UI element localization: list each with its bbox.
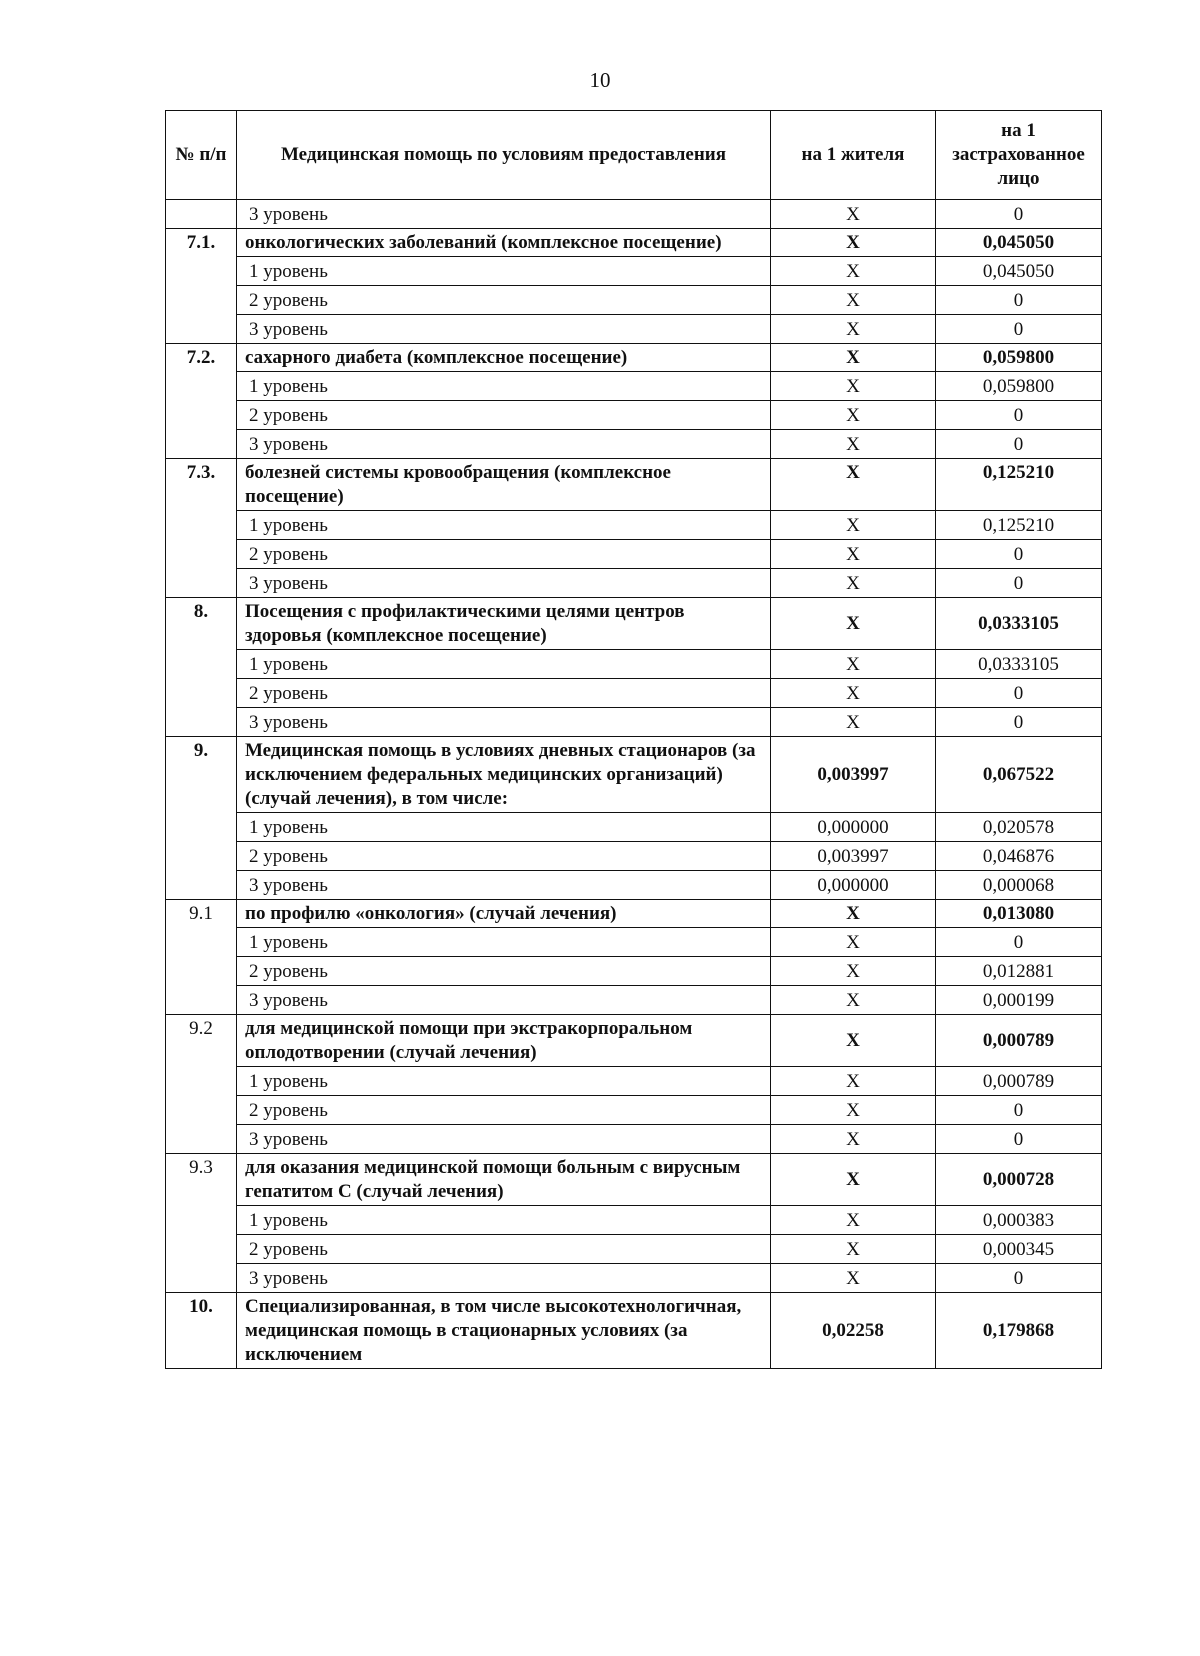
row-per-insured: 0,059800 [936, 372, 1102, 401]
row-per-insured: 0 [936, 569, 1102, 598]
row-per-resident: Х [771, 344, 936, 372]
row-description: 3 уровень [237, 986, 771, 1015]
row-per-insured: 0,012881 [936, 957, 1102, 986]
row-per-insured: 0,0333105 [936, 598, 1102, 650]
row-description: для медицинской помощи при экстракорпоральном оплодотворении (случай лечения) [237, 1015, 771, 1067]
row-description: 2 уровень [237, 286, 771, 315]
row-description: 3 уровень [237, 708, 771, 737]
header-per-resident: на 1 жителя [771, 111, 936, 200]
row-per-resident: 0,003997 [771, 842, 936, 871]
row-per-insured: 0,045050 [936, 229, 1102, 257]
table-row-section [166, 1154, 1102, 1206]
row-number: 7.1. [166, 229, 237, 344]
row-number: 9.2 [166, 1015, 237, 1154]
row-per-insured: 0,020578 [936, 813, 1102, 842]
row-description: 1 уровень [237, 257, 771, 286]
row-number [166, 200, 237, 229]
table-row-level [166, 257, 1102, 286]
row-per-resident: Х [771, 1235, 936, 1264]
table-row-level [166, 957, 1102, 986]
row-description: 1 уровень [237, 1067, 771, 1096]
table-row-level [166, 511, 1102, 540]
row-description: 2 уровень [237, 1096, 771, 1125]
table-row-section [166, 459, 1102, 511]
row-number: 10. [166, 1293, 237, 1369]
row-per-resident: 0,000000 [771, 871, 936, 900]
row-description: 2 уровень [237, 679, 771, 708]
row-per-insured: 0,046876 [936, 842, 1102, 871]
row-per-resident: Х [771, 598, 936, 650]
row-per-resident: Х [771, 430, 936, 459]
row-number: 7.3. [166, 459, 237, 598]
table-header-row [166, 111, 1102, 200]
row-per-insured: 0 [936, 679, 1102, 708]
row-per-resident: Х [771, 928, 936, 957]
row-per-insured: 0 [936, 1096, 1102, 1125]
row-description: 2 уровень [237, 1235, 771, 1264]
table-row-level [166, 401, 1102, 430]
header-num: № п/п [166, 111, 237, 200]
row-per-resident: Х [771, 1015, 936, 1067]
row-description: 2 уровень [237, 540, 771, 569]
row-per-resident: Х [771, 1154, 936, 1206]
page-number: 10 [589, 68, 611, 92]
row-description: Специализированная, в том числе высокотехнологичная, медицинская помощь в стационарных условиях (за исключением [237, 1293, 771, 1369]
row-per-resident: Х [771, 200, 936, 229]
row-description: Посещения с профилактическими целями центров здоровья (комплексное посещение) [237, 598, 771, 650]
row-per-insured: 0 [936, 286, 1102, 315]
table-row-level [166, 372, 1102, 401]
row-description: 1 уровень [237, 511, 771, 540]
row-per-resident: Х [771, 1206, 936, 1235]
row-per-resident: Х [771, 1125, 936, 1154]
table-row-level [166, 540, 1102, 569]
table-row-level [166, 569, 1102, 598]
row-description: 1 уровень [237, 1206, 771, 1235]
row-per-insured: 0,179868 [936, 1293, 1102, 1369]
row-per-resident: Х [771, 315, 936, 344]
row-per-resident: Х [771, 229, 936, 257]
row-description: 2 уровень [237, 957, 771, 986]
row-per-resident: Х [771, 257, 936, 286]
row-per-insured: 0 [936, 315, 1102, 344]
row-per-resident: Х [771, 957, 936, 986]
table-row-level [166, 813, 1102, 842]
table-row-level [166, 315, 1102, 344]
medical-care-table [165, 110, 1102, 1369]
row-per-insured: 0 [936, 928, 1102, 957]
table-row-level [166, 842, 1102, 871]
row-per-insured: 0 [936, 1125, 1102, 1154]
row-per-insured: 0,067522 [936, 737, 1102, 813]
row-per-insured: 0 [936, 200, 1102, 229]
row-per-resident: Х [771, 540, 936, 569]
row-per-insured: 0,000068 [936, 871, 1102, 900]
row-number: 9.1 [166, 900, 237, 1015]
row-per-insured: 0,0333105 [936, 650, 1102, 679]
row-per-resident: Х [771, 511, 936, 540]
row-per-resident: Х [771, 986, 936, 1015]
row-number: 8. [166, 598, 237, 737]
row-per-insured: 0,000789 [936, 1067, 1102, 1096]
row-description: 1 уровень [237, 372, 771, 401]
table-row-section [166, 1015, 1102, 1067]
row-per-resident: Х [771, 708, 936, 737]
table-row-level [166, 1264, 1102, 1293]
row-per-insured: 0,000728 [936, 1154, 1102, 1206]
row-description: 3 уровень [237, 569, 771, 598]
table-row-level [166, 1235, 1102, 1264]
row-per-resident: Х [771, 1096, 936, 1125]
table-row-level [166, 1125, 1102, 1154]
table-row-level [166, 708, 1102, 737]
row-description: 3 уровень [237, 1125, 771, 1154]
row-per-resident: 0,000000 [771, 813, 936, 842]
row-description: 3 уровень [237, 315, 771, 344]
row-per-resident: Х [771, 286, 936, 315]
header-per-insured: на 1 застрахованное лицо [936, 111, 1102, 200]
row-per-resident: Х [771, 459, 936, 511]
row-description: 2 уровень [237, 401, 771, 430]
table-row-section [166, 737, 1102, 813]
row-per-resident: Х [771, 569, 936, 598]
table-row-level [166, 928, 1102, 957]
table-row-section [166, 1293, 1102, 1369]
table-row-section [166, 900, 1102, 928]
table-row-level [166, 871, 1102, 900]
header-desc: Медицинская помощь по условиям предоставления [237, 111, 771, 200]
row-per-insured: 0,013080 [936, 900, 1102, 928]
row-description: по профилю «онкология» (случай лечения) [237, 900, 771, 928]
row-description: 3 уровень [237, 1264, 771, 1293]
row-per-resident: Х [771, 401, 936, 430]
table-row-level [166, 679, 1102, 708]
row-per-insured: 0,125210 [936, 511, 1102, 540]
table-row-level [166, 1067, 1102, 1096]
row-number: 9.3 [166, 1154, 237, 1293]
row-description: 1 уровень [237, 928, 771, 957]
row-per-resident: 0,02258 [771, 1293, 936, 1369]
table-row-level [166, 650, 1102, 679]
row-number: 9. [166, 737, 237, 900]
row-description: болезней системы кровообращения (комплексное посещение) [237, 459, 771, 511]
row-per-insured: 0,059800 [936, 344, 1102, 372]
row-per-insured: 0 [936, 540, 1102, 569]
row-per-resident: Х [771, 372, 936, 401]
row-description: сахарного диабета (комплексное посещение) [237, 344, 771, 372]
row-per-resident: Х [771, 650, 936, 679]
row-description: 2 уровень [237, 842, 771, 871]
table-row-section [166, 598, 1102, 650]
row-per-resident: Х [771, 1067, 936, 1096]
row-description: Медицинская помощь в условиях дневных стационаров (за исключением федеральных медицинских организаций) (случай лечения), в том числе: [237, 737, 771, 813]
table-row-section [166, 344, 1102, 372]
table-row-section [166, 229, 1102, 257]
row-per-insured: 0,000345 [936, 1235, 1102, 1264]
row-per-resident: Х [771, 1264, 936, 1293]
row-per-resident: Х [771, 679, 936, 708]
row-per-insured: 0 [936, 430, 1102, 459]
table-row-level [166, 430, 1102, 459]
row-per-insured: 0,045050 [936, 257, 1102, 286]
table-row-level [166, 286, 1102, 315]
row-per-insured: 0,000789 [936, 1015, 1102, 1067]
row-description: онкологических заболеваний (комплексное посещение) [237, 229, 771, 257]
row-description: 3 уровень [237, 871, 771, 900]
table-row-level [166, 200, 1102, 229]
table-row-level [166, 1096, 1102, 1125]
row-description: 1 уровень [237, 813, 771, 842]
row-per-insured: 0,000383 [936, 1206, 1102, 1235]
row-description: 3 уровень [237, 430, 771, 459]
row-description: 1 уровень [237, 650, 771, 679]
table-row-level [166, 1206, 1102, 1235]
row-per-resident: Х [771, 900, 936, 928]
row-per-insured: 0,125210 [936, 459, 1102, 511]
row-per-insured: 0 [936, 708, 1102, 737]
row-per-resident: 0,003997 [771, 737, 936, 813]
row-per-insured: 0,000199 [936, 986, 1102, 1015]
row-number: 7.2. [166, 344, 237, 459]
table-row-level [166, 986, 1102, 1015]
row-description: 3 уровень [237, 200, 771, 229]
row-per-insured: 0 [936, 1264, 1102, 1293]
row-description: для оказания медицинской помощи больным с вирусным гепатитом С (случай лечения) [237, 1154, 771, 1206]
row-per-insured: 0 [936, 401, 1102, 430]
table-body [166, 200, 1102, 1369]
